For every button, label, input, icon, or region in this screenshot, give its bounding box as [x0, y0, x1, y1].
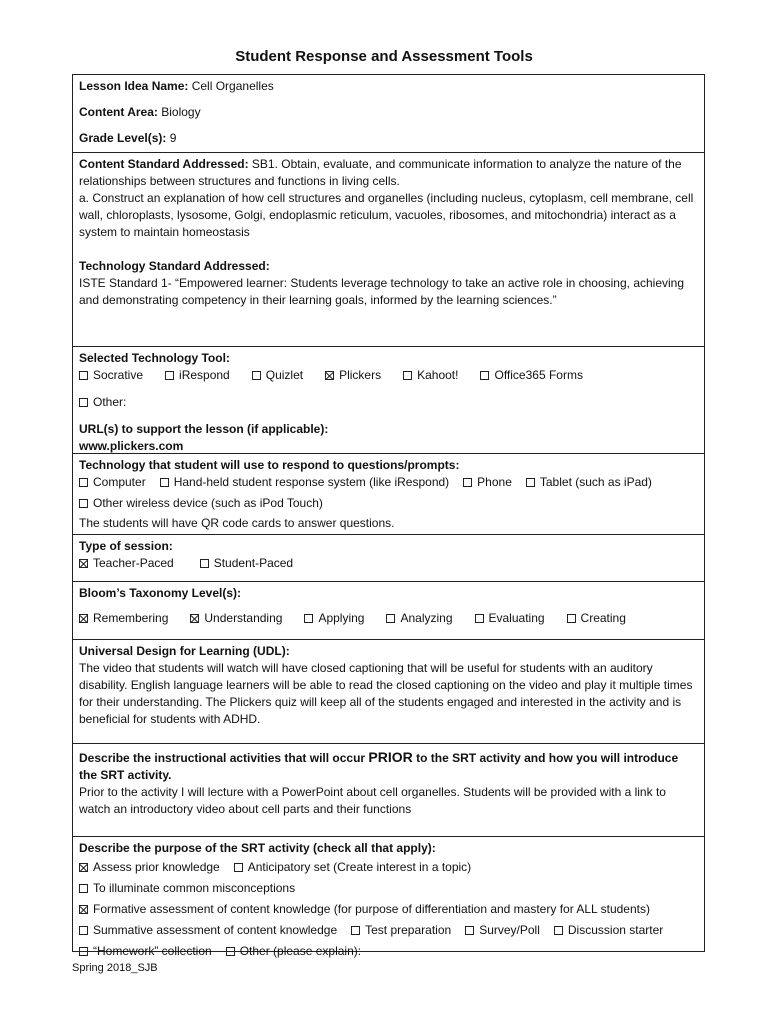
checkbox-label: Understanding: [204, 611, 283, 625]
respond-label: Technology that student will use to respond to questions/prompts:: [79, 458, 460, 472]
checkbox-phone[interactable]: [463, 474, 512, 491]
checkbox-icon: [554, 926, 563, 935]
respond-options: [79, 474, 698, 491]
checkbox-label: Office365 Forms: [494, 368, 583, 382]
checkbox-hand-held-student-response-system-like-irespond[interactable]: [160, 474, 449, 491]
prior-label-big: PRIOR: [368, 749, 413, 765]
checked-box-icon: [325, 371, 334, 380]
checkbox-icon: [200, 559, 209, 568]
checkbox-label: Anticipatory set (Create interest in a topic): [247, 860, 472, 874]
checkbox-icon: [160, 478, 169, 487]
prior-label-a: Describe the instructional activities that will occur: [79, 751, 366, 765]
checkbox-icon: [79, 884, 88, 893]
checkbox-label: Computer: [93, 475, 146, 489]
checkbox-label: Remembering: [93, 611, 169, 625]
checkbox-student-paced[interactable]: [200, 555, 293, 572]
tech-tool-label: Selected Technology Tool:: [79, 351, 230, 365]
checkbox-icon: [252, 371, 261, 380]
standards-section: [72, 152, 705, 346]
checkbox-understanding[interactable]: [190, 610, 282, 627]
session-label: Type of session:: [79, 539, 173, 553]
checkbox-label: Test preparation: [365, 923, 452, 937]
checkbox-icon: [304, 614, 313, 623]
checkbox-label: Applying: [318, 611, 365, 625]
checkbox-icon: [465, 926, 474, 935]
checkbox-kahoot[interactable]: [403, 367, 458, 384]
prior-section: [72, 743, 705, 836]
checkbox-label: Discussion starter: [567, 923, 664, 937]
checkbox-anticipatory-set-create-interest-in-a-topic[interactable]: [234, 857, 471, 878]
lesson-idea-value: Cell Organelles: [191, 79, 274, 93]
checkbox-label: Survey/Poll: [479, 923, 540, 937]
udl-text: The video that students will watch will have closed captioning that will be useful for students with an auditory disability. English language learners will be able to read the closed captioning on the video and play it multiple times for their understanding. The Plickers quiz will keep all of the students engaged and interested in the activity and is beneficial for students with ADHD.: [79, 661, 693, 726]
lesson-info-section: [72, 74, 705, 152]
checkbox-discussion-starter[interactable]: [554, 920, 663, 941]
other-wireless-checkbox[interactable]: Other wireless device (such as iPod Touch): [79, 495, 323, 512]
checkbox-icon: [480, 371, 489, 380]
checkbox-label: Student-Paced: [213, 556, 294, 570]
checkbox-remembering[interactable]: [79, 610, 168, 627]
prior-text: Prior to the activity I will lecture with a PowerPoint about cell organelles. Students will be provided with a link to watch an introductory video about cell parts and their functions: [79, 785, 666, 816]
checkbox-label: Phone: [477, 475, 512, 489]
checkbox-icon: [79, 499, 88, 508]
checkbox-label: Assess prior knowledge: [93, 860, 220, 874]
checkbox-formative-assessment-of-content-knowledge-for-purpose-of-differentiation-and-mastery-for-all-students[interactable]: [79, 899, 650, 920]
checkbox-teacher-paced[interactable]: [79, 555, 174, 572]
checked-box-icon: [190, 614, 199, 623]
tech-standard-text: ISTE Standard 1- “Empowered learner: Students leverage technology to take an active role in choosing, achieving and demonstrating competency in their learning goals, informed by the learning sciences.”: [79, 276, 685, 307]
checkbox-icon: [475, 614, 484, 623]
checkbox-creating[interactable]: [567, 610, 626, 627]
checkbox-tablet-such-as-ipad[interactable]: [526, 474, 652, 491]
tech-tool-section: [72, 346, 705, 453]
checkbox-icon: [226, 947, 235, 956]
content-standard-label: Content Standard Addressed:: [79, 157, 249, 171]
checkbox-applying[interactable]: [304, 610, 364, 627]
checkbox-homework-collection[interactable]: [79, 941, 212, 962]
checkbox-label: Summative assessment of content knowledge: [93, 923, 338, 937]
grade-value: 9: [169, 131, 177, 145]
checkbox-label: Kahoot!: [417, 368, 459, 382]
checkbox-label: To illuminate common misconceptions: [93, 881, 296, 895]
url-value: www.plickers.com: [79, 439, 184, 453]
checkbox-icon: [234, 863, 243, 872]
checkbox-quizlet[interactable]: [252, 367, 303, 384]
checkbox-icon: [403, 371, 412, 380]
checkbox-icon: [79, 926, 88, 935]
checkbox-label: Teacher-Paced: [93, 556, 174, 570]
checkbox-label: Evaluating: [488, 611, 545, 625]
checkbox-computer[interactable]: [79, 474, 146, 491]
checkbox-survey-poll[interactable]: [465, 920, 540, 941]
checkbox-label: Hand-held student response system (like iRespond): [173, 475, 450, 489]
udl-section: [72, 639, 705, 743]
checkbox-label: Creating: [580, 611, 626, 625]
checkbox-icon: [386, 614, 395, 623]
purpose-label: Describe the purpose of the SRT activity (check all that apply):: [79, 841, 436, 855]
checkbox-label: Socrative: [93, 368, 144, 382]
respond-section: [72, 453, 705, 534]
checkbox-analyzing[interactable]: [386, 610, 452, 627]
checkbox-icon: [351, 926, 360, 935]
footer-text: Spring 2018_SJB: [72, 962, 158, 974]
checkbox-test-preparation[interactable]: [351, 920, 451, 941]
checkbox-other-please-explain[interactable]: [226, 941, 361, 962]
content-standard-detail: a. Construct an explanation of how cell structures and organelles (including nucleus, cytoplasm, cell membrane, cell wall, chloroplasts, lysosome, Golgi, endoplasmic reticulum, vacuoles, ribosomes, and mitochondria) interact as a system to maintain homeostasis: [79, 191, 694, 239]
content-area-label: Content Area:: [79, 105, 158, 119]
checkbox-to-illuminate-common-misconceptions[interactable]: [79, 878, 295, 899]
checkbox-office365-forms[interactable]: [480, 367, 582, 384]
tech-tool-options: [79, 367, 698, 384]
prior-label-b: to the SRT activity and how you will introduce the SRT activity.: [79, 751, 679, 782]
other-tool-checkbox[interactable]: Other:: [79, 394, 126, 411]
checkbox-assess-prior-knowledge[interactable]: [79, 857, 220, 878]
bloom-options: [79, 610, 698, 627]
checkbox-label: “Homework” collection: [93, 944, 212, 958]
checkbox-plickers[interactable]: [325, 367, 381, 384]
bloom-section: [72, 581, 705, 639]
checkbox-label: Formative assessment of content knowledge (for purpose of differentiation and mastery for ALL students): [93, 902, 650, 916]
grade-label: Grade Level(s):: [79, 131, 167, 145]
checkbox-icon: [567, 614, 576, 623]
document-title: Student Response and Assessment Tools: [235, 48, 533, 65]
purpose-section: [72, 836, 705, 958]
checkbox-irespond[interactable]: [165, 367, 230, 384]
checkbox-icon: [526, 478, 535, 487]
checkbox-label: Analyzing: [400, 611, 453, 625]
purpose-options: [79, 857, 698, 962]
tech-standard-label: Technology Standard Addressed:: [79, 259, 270, 273]
checkbox-label: Plickers: [339, 368, 382, 382]
checkbox-label: Quizlet: [265, 368, 304, 382]
checkbox-icon: [79, 371, 88, 380]
checkbox-icon: [79, 398, 88, 407]
checkbox-icon: [165, 371, 174, 380]
content-area-value: Biology: [161, 105, 201, 119]
checkbox-icon: [79, 947, 88, 956]
lesson-idea-label: Lesson Idea Name:: [79, 79, 189, 93]
checked-box-icon: [79, 559, 88, 568]
checkbox-label: Other (please explain):: [239, 944, 362, 958]
checkbox-label: iRespond: [179, 368, 230, 382]
form-table: [72, 74, 705, 958]
respond-note: The students will have QR code cards to answer questions.: [79, 516, 395, 530]
url-label: URL(s) to support the lesson (if applicable):: [79, 422, 329, 436]
checkbox-icon: [463, 478, 472, 487]
content-standard-text: SB1. Obtain, evaluate, and communicate information to analyze the nature of the relationships between structures and functions in living cells.: [79, 157, 682, 188]
checkbox-label: Tablet (such as iPad): [539, 475, 652, 489]
checkbox-evaluating[interactable]: [475, 610, 545, 627]
checked-box-icon: [79, 905, 88, 914]
checked-box-icon: [79, 614, 88, 623]
checkbox-icon: [79, 478, 88, 487]
udl-label: Universal Design for Learning (UDL):: [79, 644, 290, 658]
session-section: [72, 534, 705, 581]
checkbox-summative-assessment-of-content-knowledge[interactable]: [79, 920, 337, 941]
checkbox-socrative[interactable]: [79, 367, 143, 384]
session-options: [79, 555, 698, 572]
bloom-label: Bloom’s Taxonomy Level(s):: [79, 586, 242, 600]
checked-box-icon: [79, 863, 88, 872]
